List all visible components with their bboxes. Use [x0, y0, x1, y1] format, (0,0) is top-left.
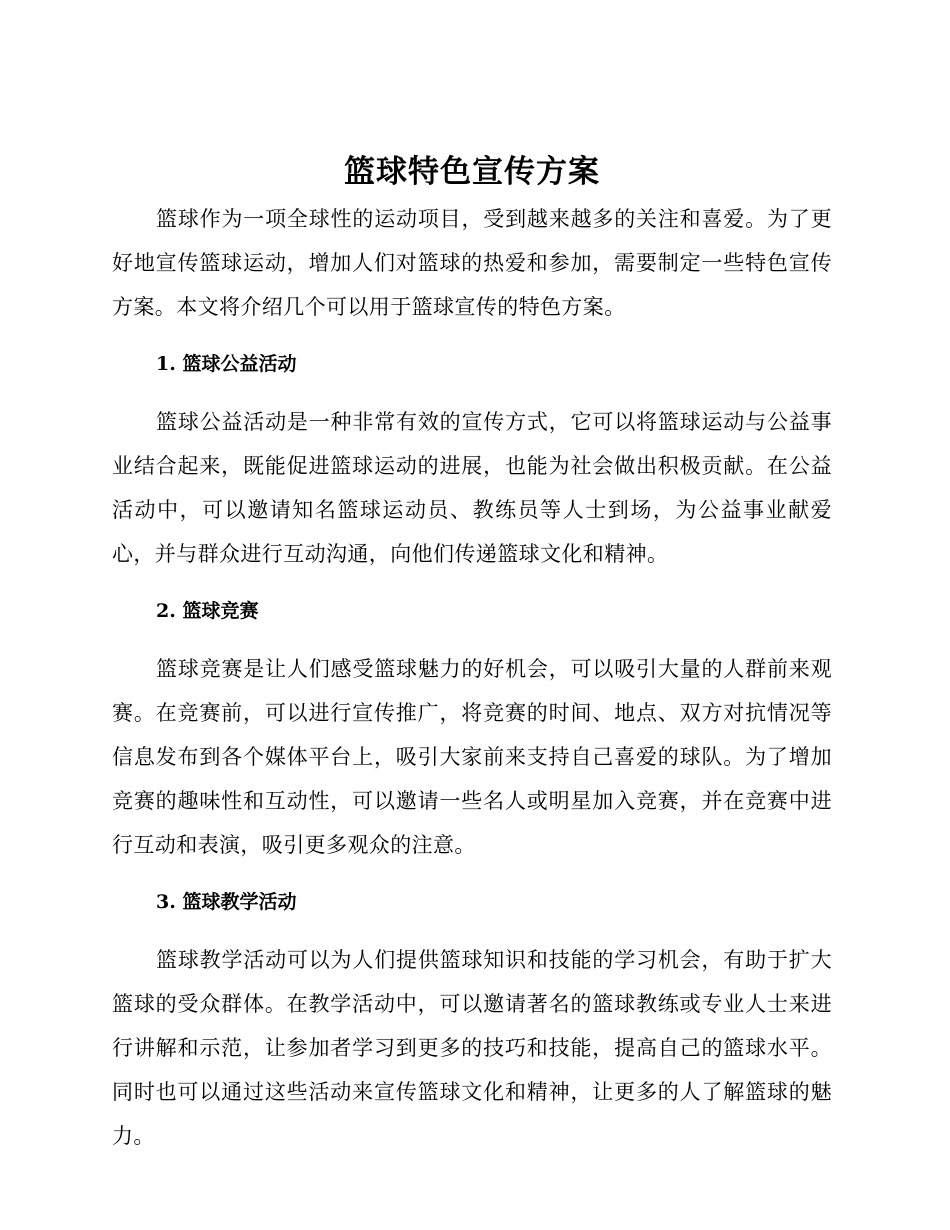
- section-body-competition: 篮球竞赛是让人们感受篮球魅力的好机会，可以吸引大量的人群前来观赛。在竞赛前，可以进行宣传推广，将竞赛的时间、地点、双方对抗情况等信息发布到各个媒体平台上，吸引大家前来支持自己喜爱的球队。为了增加竞赛的趣味性和互动性，可以邀请一些名人或明星加入竞赛，并在竞赛中进行互动和表演，吸引更多观众的注意。: [112, 657, 832, 857]
- section-body-charity: 篮球公益活动是一种非常有效的宣传方式，它可以将篮球运动与公益事业结合起来，既能促进篮球运动的进展，也能为社会做出积极贡献。在公益活动中，可以邀请知名篮球运动员、教练员等人士到场，为公益事业献爱心，并与群众进行互动沟通，向他们传递篮球文化和精神。: [112, 410, 832, 566]
- section-body-teaching: 篮球教学活动可以为人们提供篮球知识和技能的学习机会，有助于扩大篮球的受众群体。在教学活动中，可以邀请著名的篮球教练或专业人士来进行讲解和示范，让参加者学习到更多的技巧和技能，提高自己的篮球水平。同时也可以通过这些活动来宣传篮球文化和精神，让更多的人了解篮球的魅力。: [112, 948, 832, 1148]
- section-heading-competition: 2. 篮球竞赛: [156, 600, 259, 622]
- intro-paragraph: 篮球作为一项全球性的运动项目，受到越来越多的关注和喜爱。为了更好地宣传篮球运动，增加人们对篮球的热爱和参加，需要制定一些特色宣传方案。本文将介绍几个可以用于篮球宣传的特色方案。: [112, 207, 832, 319]
- document-page: [112, 150, 832, 1158]
- section-heading-teaching: 3. 篮球教学活动: [156, 891, 297, 913]
- section-heading-charity: 1. 篮球公益活动: [156, 353, 297, 375]
- document-title: 篮球特色宣传方案: [344, 154, 600, 190]
